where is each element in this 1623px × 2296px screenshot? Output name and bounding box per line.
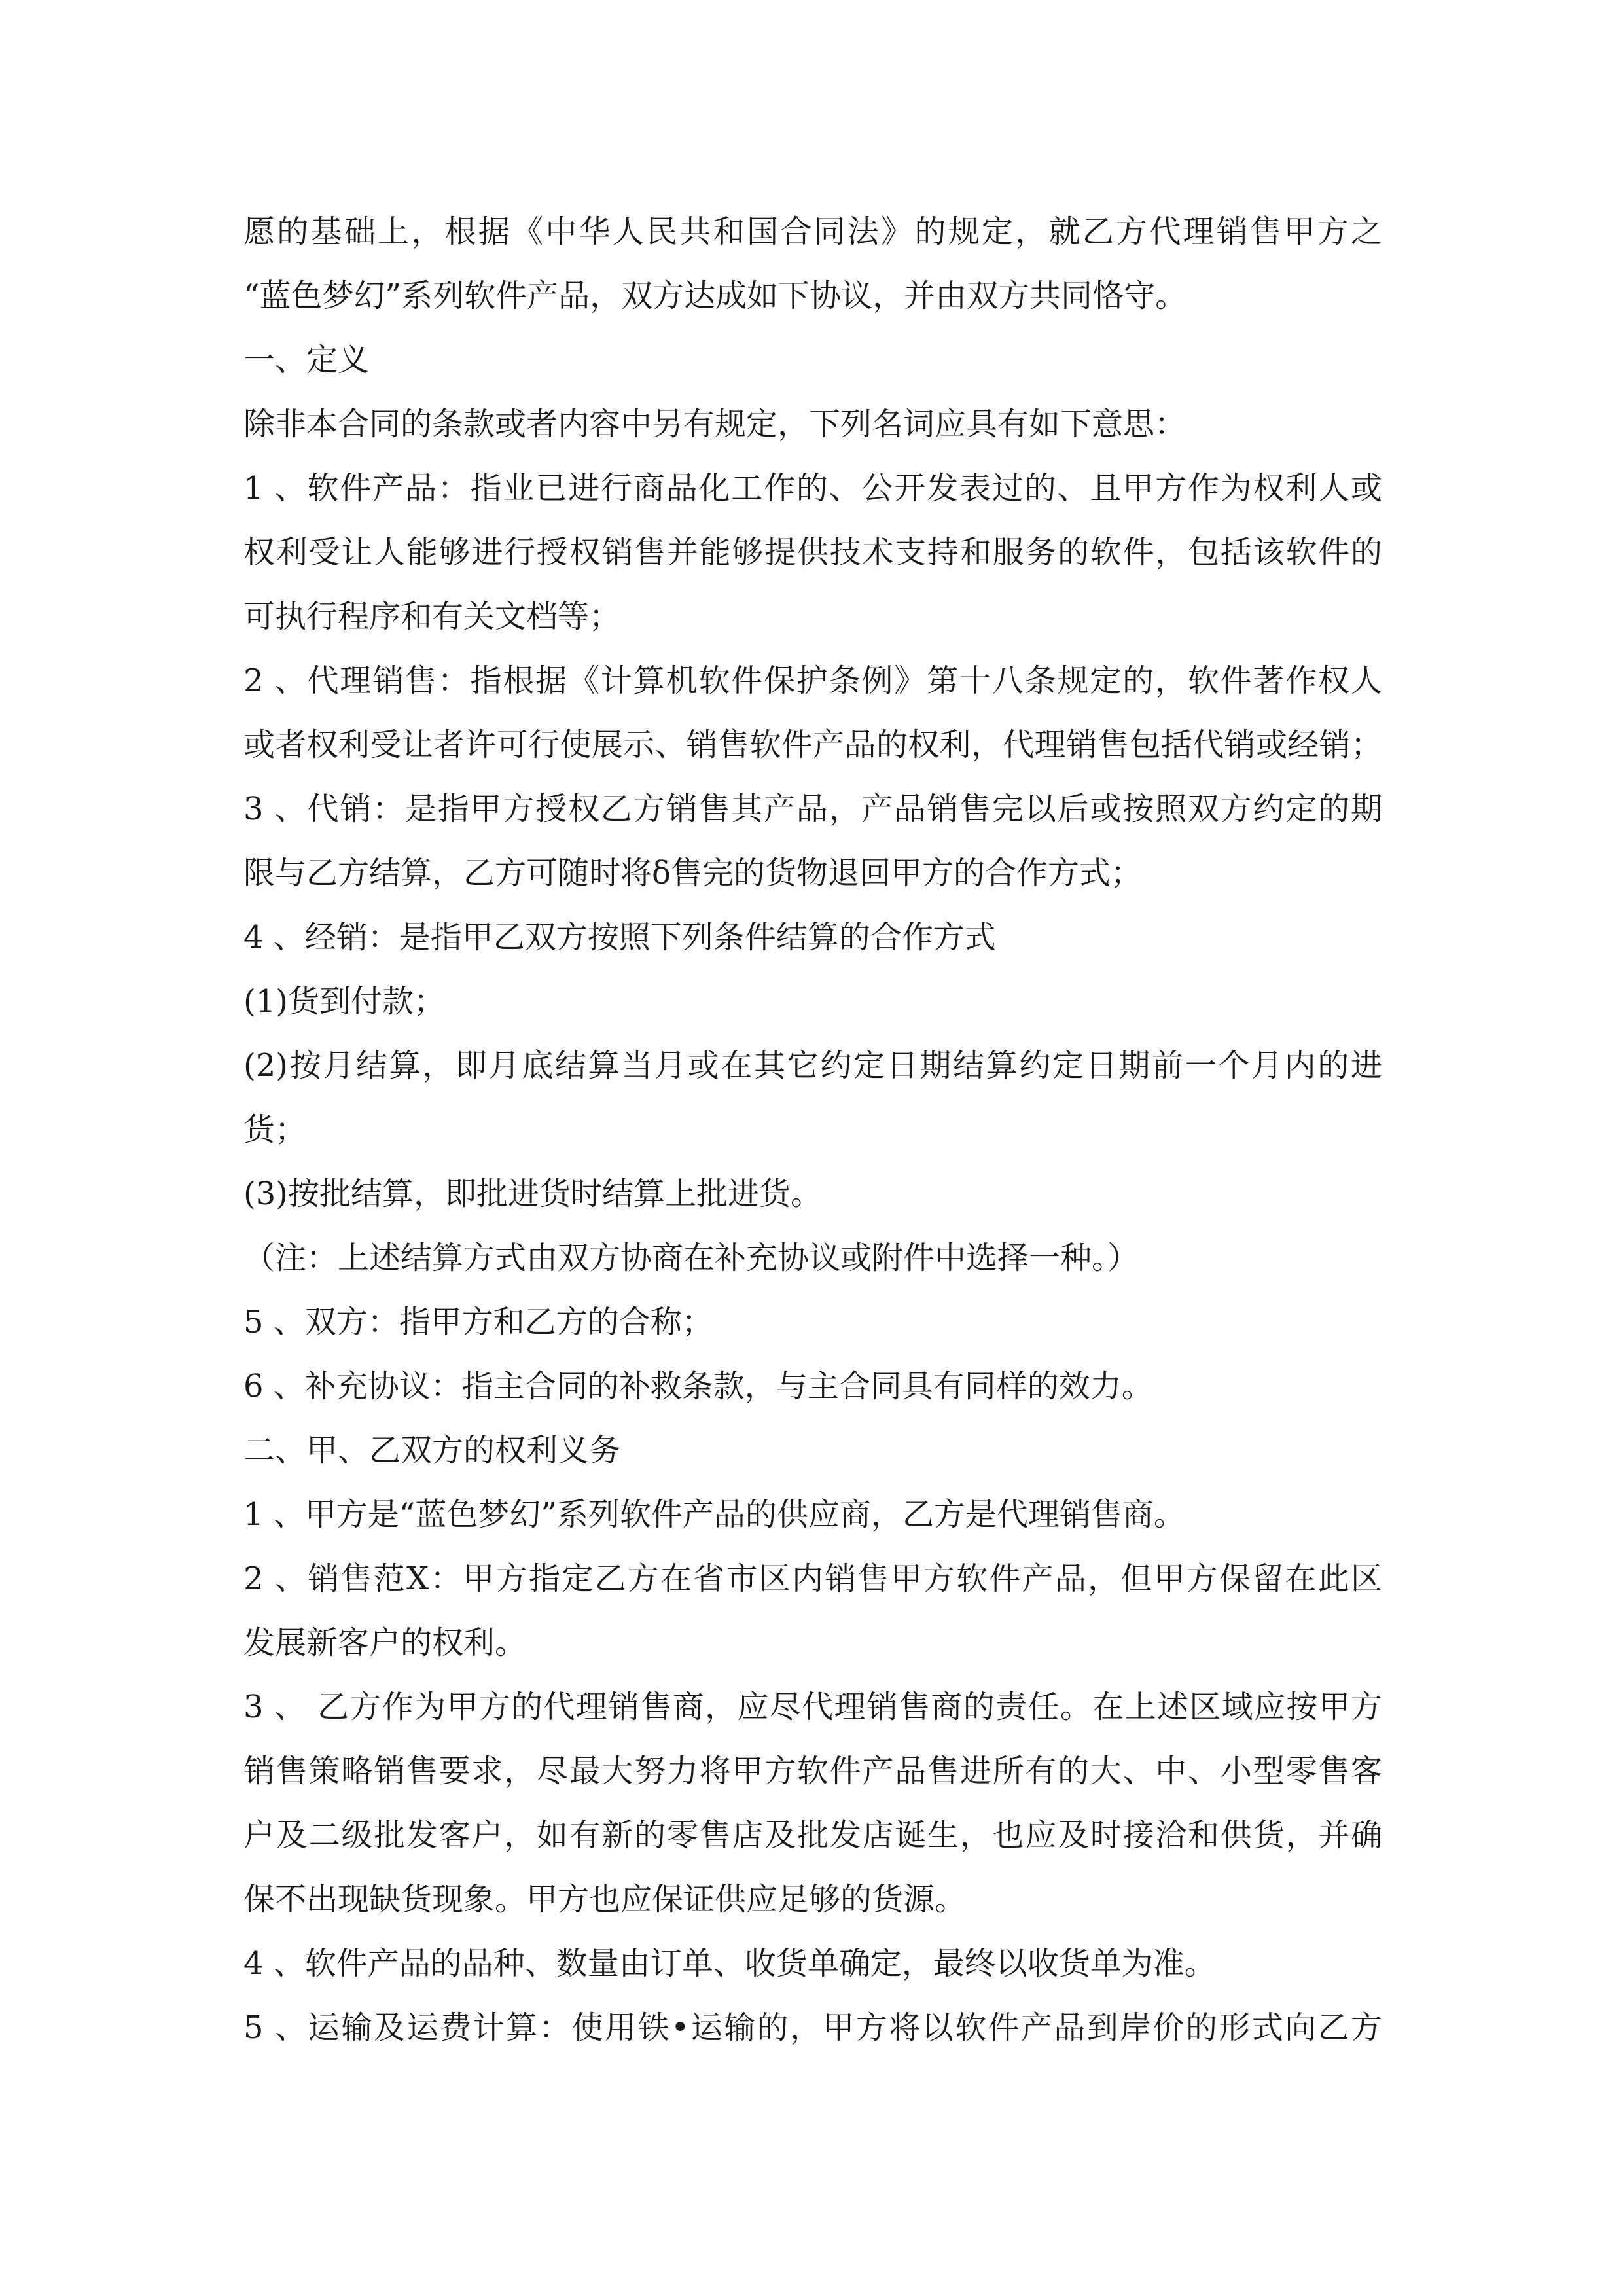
text-line: 二、甲、乙双方的权利义务: [243, 1432, 621, 1469]
text-line: 2 、代理销售：指根据《计算机软件保护条例》第十八条规定的，软件著作权人: [243, 662, 1382, 699]
text-line: 或者权利受让者许可行使展示、销售软件产品的权利，代理销售包括代销或经销；: [243, 726, 1382, 763]
text-line: 除非本合同的条款或者内容中另有规定，下列名词应具有如下意思：: [243, 406, 1186, 442]
text-line: (1)货到付款；: [243, 983, 445, 1020]
text-line: 发展新客户的权利。: [243, 1624, 527, 1661]
text-line: 4 、经销：是指甲乙双方按照下列条件结算的合作方式: [243, 919, 996, 956]
text-line: 货；: [243, 1111, 307, 1148]
text-line: 限与乙方结算，乙方可随时将δ售完的货物退回甲方的合作方式；: [243, 855, 1142, 891]
text-line: 一、定义: [243, 342, 370, 378]
text-line: 1 、软件产品：指业已进行商品化工作的、公开发表过的、且甲方作为权利人或: [243, 470, 1382, 507]
text-line: 2 、销售范X：甲方指定乙方在省市区内销售甲方软件产品，但甲方保留在此区: [243, 1560, 1382, 1597]
text-line: 愿的基础上，根据《中华人民共和国合同法》的规定，就乙方代理销售甲方之: [243, 213, 1382, 250]
text-line: 可执行程序和有关文档等；: [243, 598, 621, 635]
text-line: 户及二级批发客户，如有新的零售店及批发店诞生，也应及时接洽和供货，并确: [243, 1817, 1382, 1854]
text-line: 6 、补充协议：指主合同的补救条款，与主合同具有同样的效力。: [243, 1368, 1153, 1405]
text-line: (2)按月结算，即月底结算当月或在其它约定日期结算约定日期前一个月内的进: [243, 1047, 1382, 1084]
text-line: “蓝色梦幻”系列软件产品，双方达成如下协议，并由双方共同恪守。: [243, 278, 1187, 314]
text-line: 3 、 乙方作为甲方的代理销售商，应尽代理销售商的责任。在上述区域应按甲方: [243, 1689, 1382, 1725]
text-line: （注：上述结算方式由双方协商在补充协议或附件中选择一种。）: [243, 1240, 1139, 1276]
text-line: 1 、甲方是“蓝色梦幻”系列软件产品的供应商，乙方是代理销售商。: [243, 1496, 1185, 1533]
text-line: 权利受让人能够进行授权销售并能够提供技术支持和服务的软件，包括该软件的: [243, 534, 1382, 571]
text-line: 3 、代销：是指甲方授权乙方销售其产品，产品销售完以后或按照双方约定的期: [243, 791, 1382, 827]
text-line: 5 、双方：指甲方和乙方的合称；: [243, 1304, 713, 1340]
text-line: 5 、运输及运费计算：使用铁•运输的，甲方将以软件产品到岸价的形式向乙方: [243, 2009, 1382, 2046]
document-body: [243, 200, 1382, 2060]
text-line: (3)按批结算，即批进货时结算上批进货。: [243, 1175, 822, 1212]
text-line: 4 、软件产品的品种、数量由订单、收货单确定，最终以收货单为准。: [243, 1945, 1216, 1982]
text-line: 销售策略销售要求，尽最大努力将甲方软件产品售进所有的大、中、小型零售客: [243, 1753, 1382, 1789]
text-line: 保不出现缺货现象。甲方也应保证供应足够的货源。: [243, 1881, 967, 1918]
